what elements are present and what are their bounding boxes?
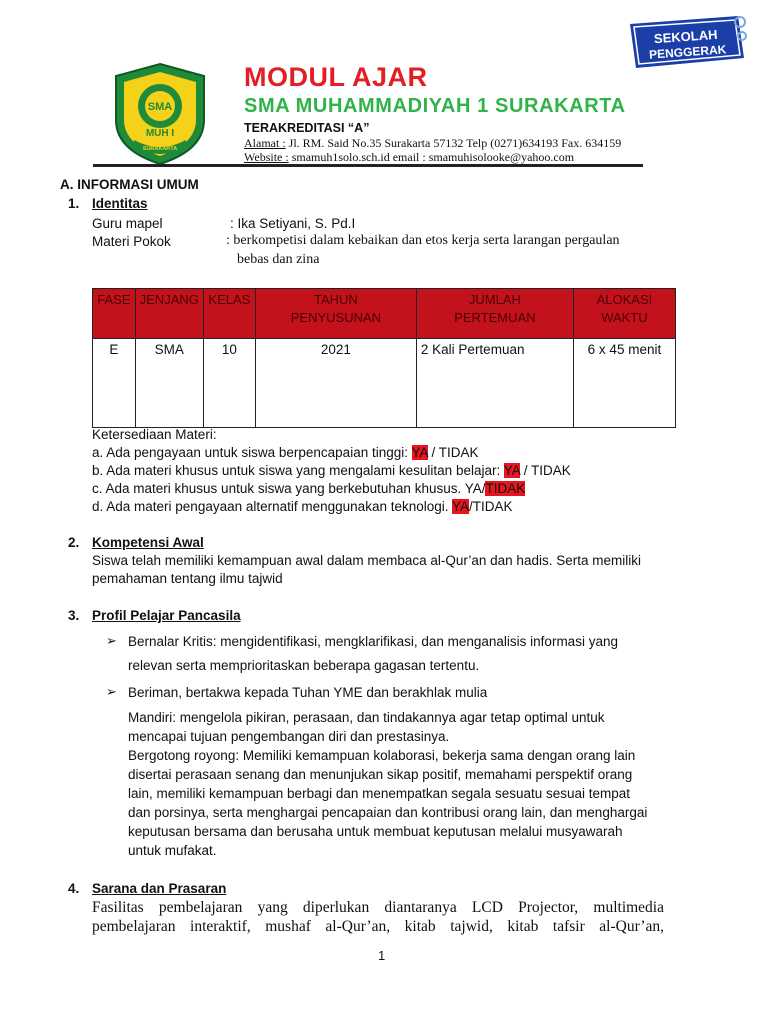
website-line [244, 150, 574, 165]
ketersediaan-d [92, 499, 513, 514]
table-row [93, 339, 676, 428]
profil-bullet2: Beriman, bertakwa kepada Tuhan YME dan berakhlak mulia [128, 685, 488, 700]
ketersediaan-c-tidak: TIDAK [485, 481, 526, 496]
th-kelas: KELAS [203, 289, 255, 339]
sarana-line1: Fasilitas pembelajaran yang diperlukan diantaranya LCD Projector, multimedia [92, 899, 664, 916]
td-kelas: 10 [203, 339, 255, 428]
module-title: MODUL AJAR [244, 62, 428, 92]
ketersediaan-c-text: c. Ada materi khusus untuk siswa yang berkebutuhan khusus. YA/ [92, 481, 486, 496]
td-fase: E [93, 339, 136, 428]
kompetensi-line1: Siswa telah memiliki kemampuan awal dalam membaca al-Qur’an dan hadis. Serta memiliki [92, 553, 641, 568]
materi-label: Materi Pokok [92, 234, 171, 249]
ketersediaan-b-ya: YA [503, 463, 520, 478]
ketersediaan-c [92, 481, 525, 496]
address-line [244, 136, 621, 151]
sarana-number: 4. [68, 881, 80, 896]
arrow-bullet-icon: ➢ [106, 684, 117, 699]
mandiri-line1: Mandiri: mengelola pikiran, perasaan, dan tindakannya agar tetap optimal untuk [128, 710, 605, 725]
td-alokasi: 6 x 45 menit [573, 339, 675, 428]
address-label: Alamat : [244, 136, 286, 150]
th-alokasi: ALOKASI WAKTU [573, 289, 675, 339]
arrow-bullet-icon: ➢ [106, 633, 117, 648]
school-name: SMA MUHAMMADIYAH 1 SURAKARTA [244, 95, 626, 117]
ketersediaan-a [92, 445, 479, 460]
badge-line2: PENGGERAK [648, 42, 727, 62]
identitas-number: 1. [68, 196, 80, 211]
ketersediaan-d-ya: YA [452, 499, 470, 514]
th-jenjang: JENJANG [135, 289, 203, 339]
gotong-line2: disertai perasaan senang dan menunjukan sikap positif, memahami perspektif orang [128, 767, 633, 782]
materi-value-2: bebas dan zina [237, 252, 320, 267]
ketersediaan-a-ya: YA [411, 445, 428, 460]
guru-label: Guru mapel [92, 216, 163, 231]
td-jumlah: 2 Kali Pertemuan [416, 339, 573, 428]
gotong-line4: dan porsinya, serta menghargai pencapaian dan kontribusi orang lain, dan menghargai [128, 805, 648, 820]
kompetensi-line2: pemahaman tentang ilmu tajwid [92, 571, 283, 586]
ketersediaan-d-rest: /TIDAK [469, 499, 513, 514]
gotong-line5: keputusan bersama dan berusaha untuk membuat keputusan melalui musyawarah [128, 824, 623, 839]
logo-top-text: SMA [147, 101, 173, 113]
ketersediaan-a-rest: / TIDAK [427, 445, 479, 460]
profil-title: Profil Pelajar Pancasila [92, 608, 241, 623]
identitas-title: Identitas [92, 196, 148, 211]
ketersediaan-title: Ketersediaan Materi: [92, 427, 217, 442]
ketersediaan-b [92, 463, 571, 478]
th-jumlah: JUMLAH PERTEMUAN [416, 289, 573, 339]
materi-value-1: : berkompetisi dalam kebaikan dan etos kerja serta larangan pergaulan [226, 233, 620, 248]
school-logo [112, 62, 208, 166]
gotong-line6: untuk mufakat. [128, 843, 217, 858]
logo-mid-text: MUH I [145, 128, 175, 139]
gotong-line1: Bergotong royong: Memiliki kemampuan kolaborasi, bekerja sama dengan orang lain [128, 748, 636, 763]
profil-bullet1-line2: relevan serta memprioritaskan beberapa gagasan tertentu. [128, 658, 480, 673]
table-header-row [93, 289, 676, 339]
th-fase: FASE [93, 289, 136, 339]
address-text: Jl. RM. Said No.35 Surakarta 57132 Telp (0271)634193 Fax. 634159 [285, 136, 622, 150]
section-a-heading: A. INFORMASI UMUM [60, 177, 199, 192]
sarana-title: Sarana dan Prasaran [92, 881, 227, 896]
kompetensi-title: Kompetensi Awal [92, 535, 204, 550]
website-text: smamuh1solo.sch.id email : smamuhisolooke@yahoo.com [288, 150, 575, 164]
mandiri-line2: mencapai tujuan pengembangan diri dan prestasinya. [128, 729, 450, 744]
accreditation: TERAKREDITASI “A” [244, 121, 370, 135]
badge-line1: SEKOLAH [653, 26, 718, 47]
ketersediaan-b-text: b. Ada materi khusus untuk siswa yang mengalami kesulitan belajar: [92, 463, 504, 478]
website-label: Website : [244, 150, 289, 164]
guru-value: : Ika Setiyani, S. Pd.I [230, 216, 356, 231]
info-table [92, 288, 676, 428]
th-tahun: TAHUN PENYUSUNAN [255, 289, 416, 339]
gotong-line3: lain, memiliki kemampuan berbagi dan menempatkan segala sesuatu sesuai tempat [128, 786, 631, 801]
td-tahun: 2021 [255, 339, 416, 428]
sarana-line2: pembelajaran interaktif, mushaf al-Qur’an, kitab tajwid, kitab tafsir al-Qur’an, [92, 918, 664, 935]
profil-bullet1-line1: Bernalar Kritis: mengidentifikasi, mengklarifikasi, dan menganalisis informasi yang [128, 634, 618, 649]
ketersediaan-d-text: d. Ada materi pengayaan alternatif menggunakan teknologi. [92, 499, 453, 514]
kompetensi-number: 2. [68, 535, 80, 550]
page-number: 1 [378, 948, 386, 963]
logo-bottom-text: SURAKARTA [142, 146, 178, 152]
sekolah-penggerak-badge [626, 14, 748, 70]
profil-number: 3. [68, 608, 80, 623]
ketersediaan-b-rest: / TIDAK [520, 463, 571, 478]
td-jenjang: SMA [135, 339, 203, 428]
ketersediaan-a-text: a. Ada pengayaan untuk siswa berpencapaian tinggi: [92, 445, 412, 460]
header-divider [93, 164, 643, 167]
